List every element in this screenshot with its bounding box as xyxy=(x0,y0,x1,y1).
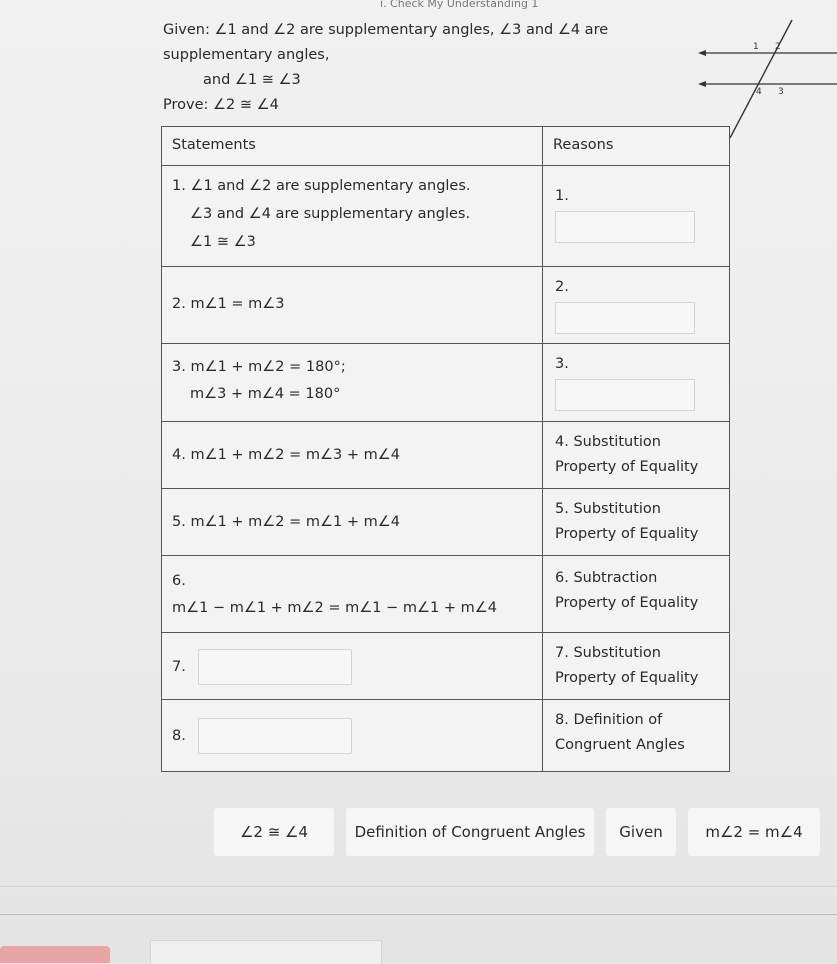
reason-number: 4. xyxy=(555,434,569,450)
reason-text: Substitution Property of Equality xyxy=(555,501,699,542)
transversal-line xyxy=(730,20,792,138)
statement-text: m∠1 = m∠3 xyxy=(190,296,285,312)
angle-label-2: 2 xyxy=(775,42,781,52)
table-row xyxy=(162,422,730,489)
header-fragment: i. Check My Understanding 1 xyxy=(380,0,539,10)
upper-line-arrow xyxy=(698,50,706,56)
angle-label-1: 1 xyxy=(753,42,759,52)
reason-text: Substitution Property of Equality xyxy=(555,645,699,686)
statement-number: 6. xyxy=(172,573,186,589)
statement-number: 5. xyxy=(172,514,186,530)
reason-answer-box[interactable] xyxy=(555,302,695,334)
angle-diagram xyxy=(690,14,837,144)
answer-tile-congruent-angles[interactable]: ∠2 ≅ ∠4 xyxy=(214,808,334,856)
reason-answer-box[interactable] xyxy=(555,211,695,243)
given-line-3: and ∠1 ≅ ∠3 xyxy=(203,72,301,88)
statement-number: 8. xyxy=(172,728,186,744)
statement-number: 4. xyxy=(172,447,186,463)
table-row xyxy=(162,267,730,344)
reason-number: 6. xyxy=(555,570,569,586)
prove-statement: Prove: ∠2 ≅ ∠4 xyxy=(163,97,279,113)
statement-number: 2. xyxy=(172,296,186,312)
angle-label-3: 3 xyxy=(778,87,784,97)
statement-text: m∠1 + m∠2 = m∠3 + m∠4 xyxy=(190,447,400,463)
statement-text: m∠3 + m∠4 = 180° xyxy=(190,386,341,402)
bottom-panel xyxy=(150,940,382,964)
given-line-1: Given: ∠1 and ∠2 are supplementary angles, ∠3 and ∠4 are xyxy=(163,22,609,38)
reason-number: 8. xyxy=(555,712,569,728)
statements-header: Statements xyxy=(162,127,543,166)
reason-number: 1. xyxy=(555,188,569,204)
table-header-row xyxy=(162,127,730,166)
reason-answer-box[interactable] xyxy=(555,379,695,411)
divider xyxy=(0,914,837,915)
statement-answer-box[interactable] xyxy=(198,718,352,754)
lower-line-arrow xyxy=(698,81,706,87)
angle-label-4: 4 xyxy=(756,87,762,97)
reason-text: Subtraction Property of Equality xyxy=(555,570,699,611)
statement-number: 7. xyxy=(172,659,186,675)
answer-tile-definition-congruent[interactable]: Definition of Congruent Angles xyxy=(346,808,594,856)
reason-text: Substitution Property of Equality xyxy=(555,434,699,475)
reasons-header: Reasons xyxy=(543,127,730,166)
reason-number: 3. xyxy=(555,356,569,372)
reason-number: 2. xyxy=(555,279,569,295)
reason-number: 7. xyxy=(555,645,569,661)
table-row xyxy=(162,556,730,633)
table-row xyxy=(162,344,730,422)
statement-text: m∠1 + m∠2 = m∠1 + m∠4 xyxy=(190,514,400,530)
statement-text: ∠1 ≅ ∠3 xyxy=(190,234,256,250)
reason-text: Definition of Congruent Angles xyxy=(555,712,685,753)
statement-text: m∠1 + m∠2 = 180°; xyxy=(190,359,346,375)
statement-number: 3. xyxy=(172,359,186,375)
table-row xyxy=(162,700,730,772)
given-section xyxy=(163,18,608,118)
given-line-2: supplementary angles, xyxy=(163,47,330,63)
divider xyxy=(0,886,837,887)
answer-tile-given[interactable]: Given xyxy=(606,808,676,856)
reason-number: 5. xyxy=(555,501,569,517)
table-row xyxy=(162,633,730,700)
proof-table xyxy=(161,126,730,772)
statement-text: ∠1 and ∠2 are supplementary angles. xyxy=(190,178,471,194)
table-row xyxy=(162,166,730,267)
statement-answer-box[interactable] xyxy=(198,649,352,685)
statement-number: 1. xyxy=(172,178,186,194)
statement-text: ∠3 and ∠4 are supplementary angles. xyxy=(190,206,471,222)
table-row xyxy=(162,489,730,556)
statement-text: m∠1 − m∠1 + m∠2 = m∠1 − m∠1 + m∠4 xyxy=(172,600,497,616)
bottom-tab[interactable] xyxy=(0,946,110,963)
answer-tile-measure-equal[interactable]: m∠2 = m∠4 xyxy=(688,808,820,856)
